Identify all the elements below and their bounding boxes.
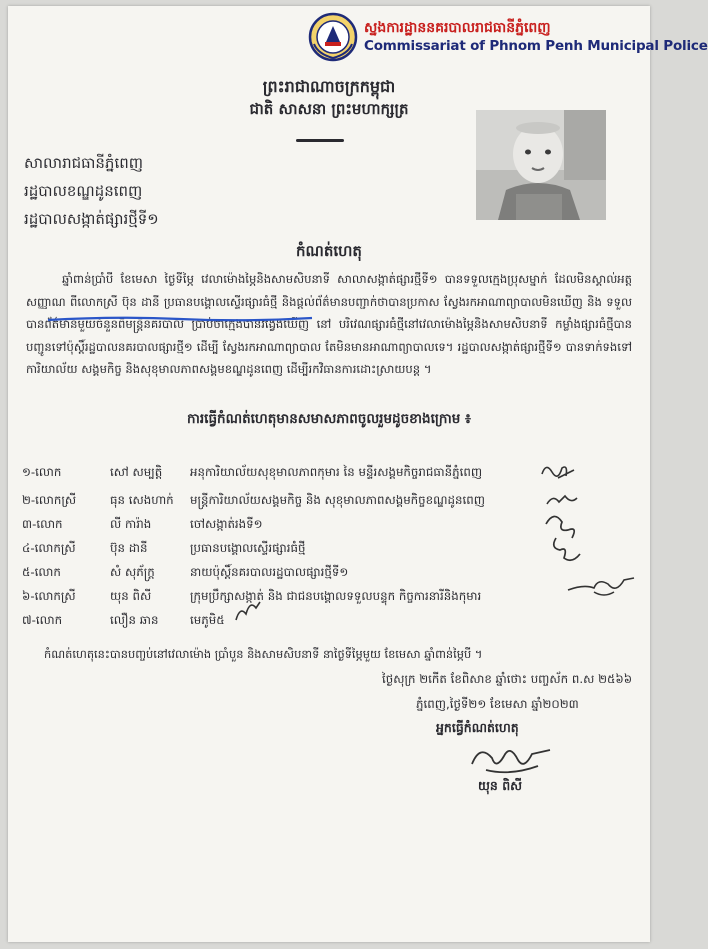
participant-role: ប្រធានបង្គោលស្ទើរផ្សារធំថ្មី <box>190 541 306 555</box>
participant-role: ចៅសង្កាត់រងទី១ <box>190 517 263 531</box>
police-emblem-icon <box>308 12 358 62</box>
participant-name: សៅ សម្បត្តិ <box>110 465 163 479</box>
motto-divider <box>296 139 344 142</box>
signature-mark <box>543 490 583 510</box>
participant-role: អនុការិយាល័យសុខុមាលភាពកុមារ នៃ មន្ទីរសង្គមកិច្ចរាជធានីភ្នំពេញ <box>190 465 483 479</box>
participant-name: លឿន ឆាន <box>110 613 159 627</box>
signature-mark <box>230 598 264 626</box>
agency-name-khmer: ស្នងការដ្ឋាននគរបាលរាជធានីភ្នំពេញ <box>364 20 551 36</box>
participant-name: យុន ពិសី <box>110 589 152 603</box>
author-name: យុន ពិសី <box>478 778 523 793</box>
signature-mark <box>564 574 636 600</box>
participant-name: ប៊ុន ដានី <box>110 541 148 555</box>
author-label: អ្នកធ្វើកំណត់ហេតុ <box>436 720 519 735</box>
signature-mark <box>532 508 588 570</box>
participants-heading: ការធ្វើកំណត់ហេតុមានសមាសភាពចូលរួមដូចខាងក្រោម ៖ <box>187 411 471 427</box>
letterhead <box>308 12 708 62</box>
report-body-paragraph: ឆ្នាំពាន់ប្រាំបី ខែមេសា ថ្ងៃទីម្ភៃ វេលាម៉ោងម្ភៃនិងសាមសិបនាទី សាលាសង្កាត់ផ្សារថ្មីទី១ បានទទួលក្មេងប្រុសម្នាក់ ដែលមិនស្គាល់អត្តសញ្ញាណ ពីលោកស្រី ប៊ុន ដានី ប្រធានបង្គោលស្ទើរផ្សារធំថ្មី និងផ្តល់ព័ត៌មានបញ្ជាក់ថាបានប្រកាស ស្វែងរកអាណាព្យាបាលមិនឃើញ និង ទទួលបានព័ត៌មានមួយចំនួនពីមន្ត្រីនគរបាល ប្រាប់ថាក្មេងបានវង្វេងឃើញ នៅ បរិវេណផ្សារធំថ្មីនៅវេលាម៉ោងម្ភៃនិងសាមសិបនាទី កម្លាំងផ្សារធំថ្មីបានបញ្ជូនទៅប៉ុស្តិ៍រដ្ឋបាលនគរបាលផ្សារថ្មី១ ដើម្បី ស្វែងរកអាណាព្យាបាល តែមិនមានអាណាព្យាបាលទេ។ រដ្ឋបាលសង្កាត់ផ្សារថ្មីទី១ បានទាក់ទងទៅការិយាល័យ សង្គមកិច្ច និងសុខុមាលភាពសង្គមខណ្ឌដូនពេញ ដើម្បីរកវិធានការដោះស្រាយបន្ត ។ <box>26 272 632 377</box>
signature-mark <box>538 460 578 482</box>
author-signature-mark <box>466 736 556 780</box>
participant-number: ៣-លោក <box>22 517 63 531</box>
participant-name: ធុន សេងហាក់ <box>110 493 174 507</box>
office-line-district: រដ្ឋបាលខណ្ឌដូនពេញ <box>24 182 143 200</box>
participant-number: ១-លោក <box>22 465 62 479</box>
participant-name: សំ សុភ័ក្ត្រ <box>110 565 155 579</box>
participant-role: នាយប៉ុស្តិ៍នគរបាលរដ្ឋបាលផ្សារថ្មីទី១ <box>190 565 349 579</box>
office-line-commune: រដ្ឋបាលសង្កាត់ផ្សារថ្មីទី១ <box>24 210 159 228</box>
report-title: កំណត់ហេតុ <box>296 242 362 260</box>
agency-name-english: Commissariat of Phnom Penh Municipal Police <box>364 38 708 54</box>
participant-name: លី ការ៉ាង <box>110 517 152 531</box>
participant-number: ៧-លោក <box>22 613 63 627</box>
pen-underline-mark <box>46 315 314 323</box>
participant-number: ៥-លោក <box>22 565 61 579</box>
document-page <box>8 6 708 942</box>
kingdom-title: ព្រះរាជាណាចក្រកម្ពុជា <box>262 77 396 96</box>
participant-number: ២-លោកស្រី <box>22 493 77 507</box>
participant-number: ៦-លោកស្រី <box>22 589 76 603</box>
child-photo <box>476 110 606 220</box>
participant-number: ៤-លោកស្រី <box>22 541 76 555</box>
office-line-municipality: សាលារាជធានីភ្នំពេញ <box>24 154 144 172</box>
participant-role: មន្ត្រីការិយាល័យសង្គមកិច្ច និង សុខុមាលភាពសង្គមកិច្ចខណ្ឌដូនពេញ <box>190 493 485 507</box>
solar-date: ភ្នំពេញ,ថ្ងៃទី២១ ខែមេសា ឆ្នាំ២០២៣ <box>416 697 579 711</box>
child-photo-image <box>476 110 606 220</box>
national-motto: ជាតិ សាសនា ព្រះមហាក្សត្រ <box>249 100 409 118</box>
closing-statement: កំណត់ហេតុនេះបានបញ្ចប់នៅវេលាម៉ោង ប្រាំបួន និងសាមសិបនាទី នាថ្ងៃទីម្ភៃមួយ ខែមេសា ឆ្នាំពាន់ម្ភៃបី ។ <box>44 647 483 661</box>
lunar-date: ថ្ងៃសុក្រ ២កើត ខែពិសាខ ឆ្នាំថោះ បញ្ចស័ក ព.ស ២៥៦៦ <box>382 672 633 686</box>
participant-role: ក្រុមប្រឹក្សាសង្កាត់ និង ជាជនបង្គោលទទួលបន្ទុក កិច្ចការនារីនិងកុមារ <box>190 589 482 603</box>
participant-role: មេភូមិ៥ <box>190 613 225 627</box>
